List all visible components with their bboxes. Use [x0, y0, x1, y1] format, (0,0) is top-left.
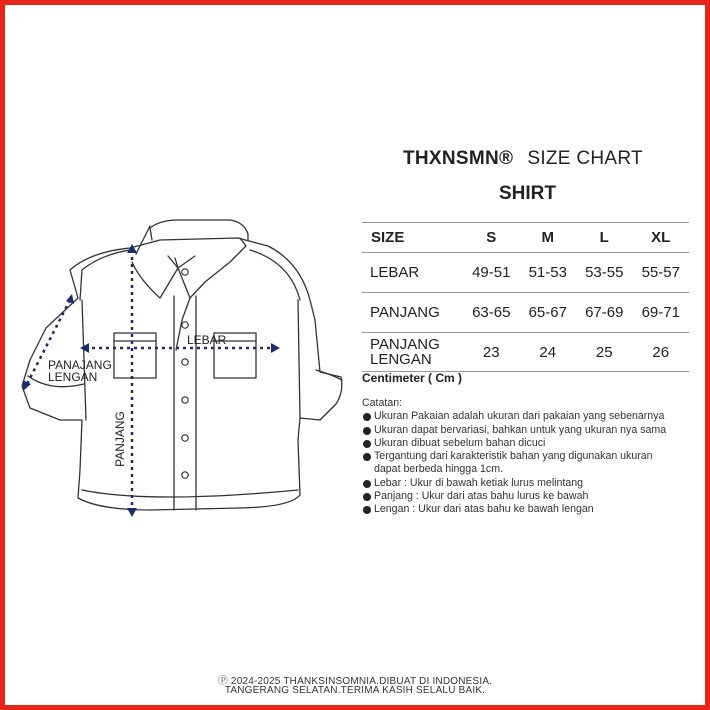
- header-l: L: [576, 223, 633, 253]
- collar-right: [178, 238, 246, 298]
- lebar-measure-label: LEBAR: [187, 333, 227, 347]
- note-item: [362, 503, 697, 516]
- bullet-icon: [363, 506, 371, 514]
- note-text: Lebar : Ukur di bawah ketiak lurus melintang: [374, 476, 584, 489]
- table-cell: 67-69: [576, 293, 633, 333]
- note-text: Ukuran dibuat sebelum bahan dicuci: [374, 436, 546, 449]
- notes-heading: Catatan:: [362, 397, 403, 409]
- footer-line-1: Ⓟ 2024-2025 THANKSINSOMNIA.DIBUAT DI INDONESIA.: [217, 676, 493, 687]
- note-text: Lengan : Ukur dari atas bahu ke bawah lengan: [374, 503, 594, 516]
- note-text: Panjang : Ukur dari atas bahu lurus ke bawah: [374, 490, 589, 503]
- buttons: [182, 269, 188, 478]
- row-label-line2: LENGAN: [370, 351, 432, 368]
- pocket-left: [114, 333, 156, 378]
- footer-line-2: TANGERANG SELATAN.TERIMA KASIH SELALU BAIK.: [224, 685, 486, 696]
- table-cell: 23: [463, 333, 520, 372]
- note-item: [362, 424, 697, 437]
- note-item: [362, 450, 697, 477]
- brand-name: THXNSMN®: [403, 148, 514, 169]
- size-chart-label: SIZE CHART: [527, 148, 643, 169]
- notes: [362, 397, 697, 517]
- bullet-icon: [363, 440, 371, 448]
- bullet-icon: [363, 413, 371, 421]
- table-cell: 55-57: [633, 253, 690, 293]
- brand-title: [403, 148, 643, 170]
- cuff-right: [316, 370, 342, 380]
- shoulder-left: [80, 250, 130, 300]
- note-text: Ukuran Pakaian adalah ukuran dari pakaian yang sebenarnya: [374, 410, 665, 423]
- row-label-line1: PANJANG: [370, 336, 440, 353]
- table-cell: 25: [576, 333, 633, 372]
- table-cell: 51-53: [520, 253, 577, 293]
- bullet-icon: [363, 427, 371, 435]
- garment-title: SHIRT: [499, 183, 556, 204]
- table-cell: 63-65: [463, 293, 520, 333]
- table-cell: 24: [520, 333, 577, 372]
- header-m: M: [520, 223, 577, 253]
- table-cell: 53-55: [576, 253, 633, 293]
- row-label: PANJANG: [362, 293, 463, 333]
- note-item: [362, 410, 697, 423]
- table-row: [362, 293, 689, 333]
- table-cell: 49-51: [463, 253, 520, 293]
- sleeve-seam-right: [298, 300, 300, 418]
- header-size: SIZE: [362, 223, 463, 253]
- note-text: Tergantung dari karakteristik bahan yang digunakan ukuran: [374, 450, 653, 463]
- collar-inner: [168, 256, 195, 268]
- table-row: [362, 333, 689, 372]
- unit-label: Centimeter ( Cm ): [362, 371, 463, 385]
- bullet-icon: [363, 453, 371, 461]
- lengan-label-line2: LENGAN: [48, 370, 98, 384]
- collar-left: [132, 226, 178, 298]
- row-label: LEBAR: [362, 253, 463, 293]
- row-label: [362, 333, 463, 372]
- table-header-row: [362, 223, 689, 253]
- panjang-measure-label: PANJANG: [113, 411, 127, 467]
- bullet-icon: [363, 493, 371, 501]
- shoulder-right: [250, 250, 300, 300]
- header-s: S: [463, 223, 520, 253]
- collar-back: [150, 220, 248, 240]
- lengan-measure-label: [48, 359, 112, 383]
- hem-line: [82, 490, 298, 497]
- header-xl: XL: [633, 223, 690, 253]
- note-text: Ukuran dapat bervariasi, bahkan untuk yang ukuran nya sama: [374, 423, 667, 436]
- table-cell: 26: [633, 333, 690, 372]
- table-row: [362, 253, 689, 293]
- table-cell: 65-67: [520, 293, 577, 333]
- note-item: [362, 490, 697, 503]
- note-item: [362, 477, 697, 490]
- size-table: [362, 222, 689, 372]
- bullet-icon: [363, 480, 371, 488]
- table-cell: 69-71: [633, 293, 690, 333]
- note-text-cont: dapat berbeda hingga 1cm.: [374, 463, 503, 476]
- lengan-label-line1: PANAJANG: [48, 358, 112, 372]
- note-item: [362, 437, 697, 450]
